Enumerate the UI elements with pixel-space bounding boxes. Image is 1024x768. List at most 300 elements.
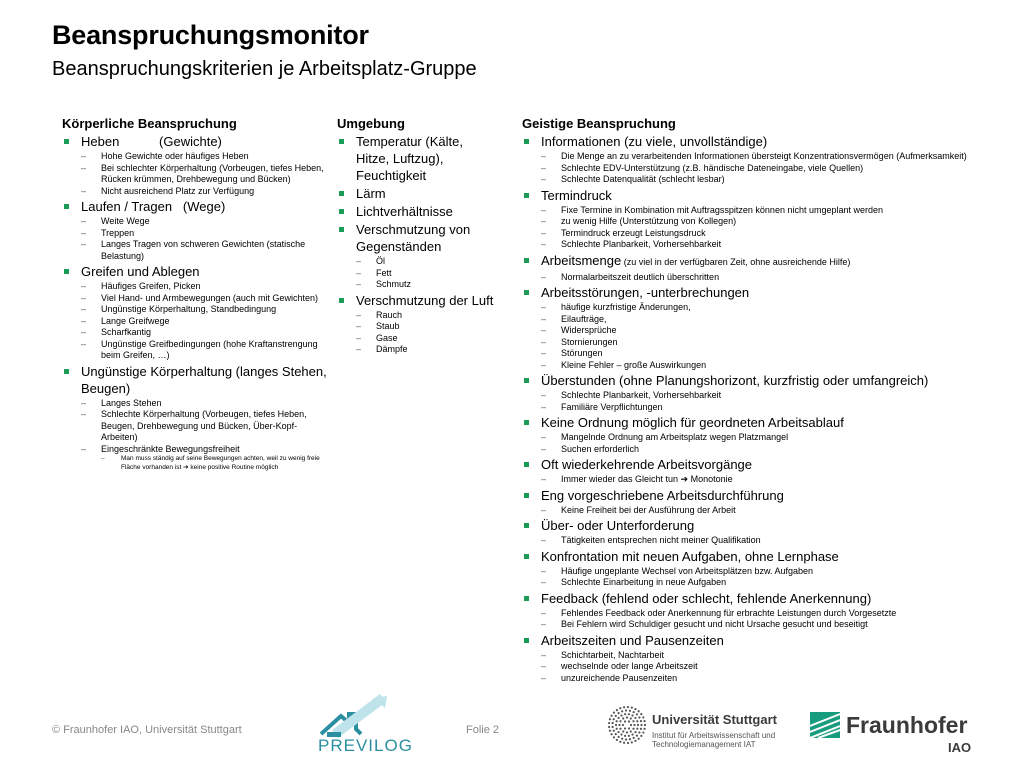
sub-item-text: Schlechte Datenqualität (schlecht lesbar) — [561, 174, 725, 184]
iao-wordmark: IAO — [948, 740, 972, 755]
sub-item-text: Bei schlechter Körperhaltung (Vorbeugen, tiefes Heben, Rücken krümmen, Drehbewegung und Bücken) — [101, 162, 324, 184]
logo-dot — [622, 724, 624, 726]
sub-item — [522, 325, 1022, 337]
logo-dot — [633, 724, 635, 726]
logo-dot — [619, 728, 621, 730]
sub-item-text: Schlechte Körperhaltung (Vorbeugen, tiefes Heben, Beugen, Drehbewegung und Bücken, Über-Kopf-Arbeiten) — [101, 409, 307, 442]
sub-item — [522, 239, 1022, 251]
sub-item — [522, 337, 1022, 349]
logo-dot — [623, 706, 625, 708]
sub-sub-item-text: Man muss ständig auf seine Bewegungen achten, weil zu wenig freie Fläche vorhanden ist ➔ keine positive Routine möglich — [121, 455, 320, 471]
logo-dot — [622, 730, 624, 732]
list-item — [337, 221, 497, 291]
logo-dot — [627, 706, 629, 708]
list-item-label: Temperatur (Kälte, Hitze, Luftzug), Feuchtigkeit — [356, 134, 467, 183]
square-bullet-icon — [524, 493, 529, 498]
list-item — [522, 456, 1022, 486]
logo-dot — [616, 728, 618, 730]
uni-name: Universität Stuttgart — [652, 712, 777, 727]
logo-dot — [626, 731, 628, 733]
page-subtitle: Beanspruchungskriterien je Arbeitsplatz-Gruppe — [52, 58, 477, 80]
logo-dot — [636, 720, 638, 722]
dash-bullet-icon: – — [81, 443, 87, 454]
list-item — [522, 187, 1022, 251]
logo-dot — [625, 709, 627, 711]
logo-dot — [634, 740, 636, 742]
uni-institute — [652, 731, 775, 749]
dash-bullet-icon: – — [541, 577, 547, 587]
logo-dot — [628, 735, 630, 737]
list-item — [522, 133, 1022, 186]
sub-item — [62, 216, 332, 228]
sub-item-text: Viel Hand- und Armbewegungen (auch mit Gewichten) — [101, 292, 318, 303]
list-item — [522, 590, 1022, 631]
list-item-label: Arbeitsstörungen, -unterbrechungen — [541, 285, 750, 300]
sub-item-text: Schlechte Einarbeitung in neue Aufgaben — [561, 577, 727, 587]
dash-bullet-icon: – — [81, 216, 87, 226]
square-bullet-icon — [339, 191, 344, 196]
logo-dot — [618, 724, 620, 726]
list-item-label: Eng vorgeschriebene Arbeitsdurchführung — [541, 487, 784, 503]
dash-bullet-icon: – — [541, 302, 547, 312]
sub-item-text: Rauch — [376, 309, 403, 320]
sub-item — [62, 327, 332, 339]
logo-dot — [612, 722, 614, 724]
sub-item — [522, 673, 1022, 685]
square-bullet-icon — [524, 420, 529, 425]
list-item-label: Ungünstige Körperhaltung (langes Stehen, Beugen) — [81, 363, 331, 396]
list-item-label: Arbeitszeiten und Pausenzeiten — [541, 632, 724, 648]
logo-dot — [620, 733, 622, 735]
uni-institute-line-1: Institut für Arbeitswissenschaft und — [652, 731, 776, 740]
dash-bullet-icon: – — [541, 239, 547, 249]
dash-bullet-icon: – — [541, 174, 547, 184]
sub-item-text: Fett — [376, 267, 392, 278]
sub-item-text: Öl — [376, 256, 385, 266]
list-item — [522, 487, 1022, 517]
dash-bullet-icon: – — [356, 267, 362, 278]
logo-dot — [621, 738, 623, 740]
dash-bullet-icon: – — [541, 348, 547, 358]
logo-dot — [616, 720, 618, 722]
sub-item — [522, 444, 1022, 456]
sub-item — [62, 163, 332, 186]
logo-dot — [625, 738, 627, 740]
dash-bullet-icon: – — [541, 271, 547, 282]
square-bullet-icon — [524, 523, 529, 528]
list-item — [62, 198, 332, 262]
sub-item-text: Normalarbeitszeit deutlich überschritten — [561, 271, 720, 282]
list-item — [62, 363, 332, 473]
sub-item-text: Schlechte Planbarkeit, Vorhersehbarkeit — [561, 390, 722, 400]
sub-item-text: wechselnde oder lange Arbeitszeit — [561, 661, 698, 671]
logo-dot — [638, 716, 640, 718]
list-item-label: Informationen (zu viele, unvollständige) — [541, 134, 768, 149]
list-item-label: Termindruck — [541, 187, 612, 203]
sub-item-text: Häufige ungeplante Wechsel von Arbeitsplätzen bzw. Aufgaben — [561, 565, 814, 576]
logo-dot — [636, 728, 638, 730]
logo-dot — [610, 715, 612, 717]
footer-copyright: © Fraunhofer IAO, Universität Stuttgart — [52, 724, 242, 736]
logo-dot — [638, 710, 640, 712]
dash-bullet-icon: – — [356, 256, 362, 266]
logo-dot — [642, 731, 644, 733]
square-bullet-icon — [339, 139, 344, 144]
dash-bullet-icon: – — [81, 292, 87, 303]
logo-dot — [630, 724, 632, 726]
sub-item-text: Stornierungen — [561, 336, 618, 347]
logo-dot — [628, 713, 630, 715]
dash-bullet-icon: – — [541, 565, 547, 576]
sub-item-text: Keine Freiheit bei der Ausführung der Arbeit — [561, 504, 736, 515]
logo-dot — [619, 741, 621, 743]
dash-bullet-icon: – — [356, 344, 362, 354]
sub-item-text: Eingeschränkte Bewegungsfreiheit — [101, 443, 240, 454]
dash-bullet-icon: – — [541, 607, 547, 618]
logo-dot — [631, 714, 633, 716]
dash-bullet-icon: – — [81, 162, 87, 173]
sub-item — [522, 505, 1022, 517]
logo-dot — [633, 711, 635, 713]
list-item-label: Heben (Gewichte) — [81, 134, 222, 149]
list-item — [337, 133, 497, 184]
logo-dot — [634, 731, 636, 733]
sub-item — [522, 608, 1022, 620]
square-bullet-icon — [524, 193, 529, 198]
dash-bullet-icon: – — [541, 504, 547, 515]
logo-dot — [626, 716, 628, 718]
list-item — [337, 203, 497, 220]
sub-item-text: Fixe Termine in Kombination mit Auftragsspitzen können nicht umgeplant werden — [561, 204, 884, 215]
dash-bullet-icon: – — [81, 338, 87, 349]
logo-dot — [621, 710, 623, 712]
sub-item — [522, 302, 1022, 314]
dash-bullet-icon: – — [356, 309, 362, 320]
logo-dot — [620, 714, 622, 716]
square-bullet-icon — [64, 369, 69, 374]
sub-item — [522, 661, 1022, 673]
previlog-wordmark: PREVILOG — [318, 736, 413, 755]
sub-item — [337, 279, 497, 291]
square-bullet-icon — [524, 596, 529, 601]
page-title: Beanspruchungsmonitor — [52, 20, 369, 50]
sub-item — [522, 650, 1022, 662]
logo-dot — [630, 730, 632, 732]
dash-bullet-icon: – — [541, 661, 547, 671]
sub-item — [522, 432, 1022, 444]
logo-dot — [640, 724, 642, 726]
logo-dot — [612, 726, 614, 728]
sub-item-text: Bei Fehlern wird Schuldiger gesucht und nicht Ursache gesucht und beseitigt — [561, 619, 868, 629]
logo-dot — [644, 724, 646, 726]
list-item-label: Konfrontation mit neuen Aufgaben, ohne Lernphase — [541, 548, 839, 564]
logo-dot — [618, 712, 620, 714]
logo-dot — [642, 716, 644, 718]
sub-sub-item — [62, 455, 332, 472]
sub-item-text: Häufiges Greifen, Picken — [101, 281, 201, 291]
list-item-label: Lärm — [356, 186, 386, 201]
logo-dot — [609, 718, 611, 720]
logo-dot — [643, 728, 645, 730]
column-physical — [62, 116, 332, 472]
dash-bullet-icon: – — [356, 332, 362, 343]
sub-item — [337, 333, 497, 345]
list-item-label: Laufen / Tragen (Wege) — [81, 199, 226, 214]
logo-dot — [632, 728, 634, 730]
dash-bullet-icon: – — [81, 397, 87, 408]
square-bullet-icon — [524, 378, 529, 383]
sub-item-text: Familiäre Verpflichtungen — [561, 401, 663, 412]
list-item — [522, 517, 1022, 547]
fraunhofer-wordmark: Fraunhofer — [846, 712, 968, 738]
slide-number: Folie 2 — [466, 724, 500, 736]
sub-item-text: Die Menge an zu verarbeitenden Informationen übersteigt Konzentrationsvermögen (Aufmerksamkeit) — [561, 151, 967, 161]
square-bullet-icon — [64, 269, 69, 274]
logo-dot — [624, 713, 626, 715]
sub-item — [522, 205, 1022, 217]
list-item — [522, 372, 1022, 413]
sub-item-text: Mangelnde Ordnung am Arbeitsplatz wegen Platzmangel — [561, 432, 789, 442]
sub-item — [62, 444, 332, 456]
dash-bullet-icon: – — [541, 649, 547, 660]
dash-bullet-icon: – — [356, 279, 362, 289]
sub-item — [62, 316, 332, 328]
list-item — [62, 133, 332, 197]
dash-bullet-icon: – — [541, 325, 547, 335]
dash-bullet-icon: – — [541, 313, 547, 324]
square-bullet-icon — [524, 554, 529, 559]
column-heading: Geistige Beanspruchung — [522, 116, 676, 131]
sub-item-text: Lange Greifwege — [101, 315, 170, 326]
sub-item — [522, 566, 1022, 578]
logo-dot — [615, 724, 617, 726]
logo-dot — [640, 720, 642, 722]
logo-dot — [624, 727, 626, 729]
sub-item — [62, 293, 332, 305]
logo-dot — [608, 726, 610, 728]
dash-bullet-icon: – — [81, 327, 87, 337]
sub-item-text: Termindruck erzeugt Leistungsdruck — [561, 227, 706, 238]
logo-dot — [608, 722, 610, 724]
sub-item-text: Eilaufträge, — [561, 313, 607, 324]
sub-item — [62, 281, 332, 293]
dash-bullet-icon: – — [541, 535, 547, 545]
list-item — [62, 263, 332, 362]
list-item — [337, 292, 497, 356]
logo-dot — [631, 733, 633, 735]
sub-item-text: Nicht ausreichend Platz zur Verfügung — [101, 185, 255, 196]
sub-item-text: Gase — [376, 332, 398, 343]
list-item-note: (zu viel in der verfügbaren Zeit, ohne ausreichende Hilfe) — [621, 256, 851, 267]
dash-bullet-icon: – — [81, 151, 87, 161]
dash-bullet-icon: – — [541, 204, 547, 215]
column-heading: Körperliche Beanspruchung — [62, 116, 237, 131]
logo-dot — [630, 717, 632, 719]
sub-item — [522, 360, 1022, 372]
sub-item — [62, 228, 332, 240]
logo-dot — [640, 713, 642, 715]
sub-item — [522, 619, 1022, 631]
column-heading: Umgebung — [337, 116, 405, 131]
column-mental — [522, 116, 1022, 684]
sub-item — [337, 268, 497, 280]
sub-item-text: Fehlendes Feedback oder Anerkennung für erbrachte Leistungen durch Vorgesetzte — [561, 607, 897, 618]
sub-item-text: Weite Wege — [101, 216, 150, 226]
sub-item — [62, 398, 332, 410]
dash-bullet-icon: – — [541, 474, 547, 484]
dash-bullet-icon: – — [81, 239, 87, 249]
list-item-label: Arbeitsmenge — [541, 252, 622, 268]
list-item-label: Überstunden (ohne Planungshorizont, kurzfristig oder umfangreich) — [541, 373, 929, 388]
logo-dot — [623, 742, 625, 744]
list-item-label: Über- oder Unterforderung — [541, 518, 695, 533]
sub-item-text: Ungünstige Greifbedingungen (hohe Kraftanstrengung beim Greifen, …) — [101, 338, 318, 360]
sub-item — [522, 390, 1022, 402]
sub-item — [522, 216, 1022, 228]
dash-bullet-icon: – — [101, 455, 105, 462]
list-item-label: Lichtverhältnisse — [356, 204, 453, 219]
list-item-label: Verschmutzung der Luft — [356, 292, 494, 308]
logo-dot — [622, 717, 624, 719]
sub-item — [522, 577, 1022, 589]
logo-dot — [628, 720, 630, 722]
logo-dot — [613, 730, 615, 732]
sub-item — [337, 310, 497, 322]
sub-item-text: Störungen — [561, 348, 603, 358]
logo-dot — [613, 718, 615, 720]
logo-dot — [636, 734, 638, 736]
dash-bullet-icon: – — [81, 409, 87, 419]
dash-bullet-icon: – — [356, 321, 362, 331]
logo-dot — [609, 730, 611, 732]
sub-item-text: Treppen — [101, 227, 135, 238]
sub-item-text: Schlechte EDV-Unterstützung (z.B. händische Dateneingabe, viele Quellen) — [561, 162, 864, 173]
list-item-label: Feedback (fehlend oder schlecht, fehlende Anerkennung) — [541, 590, 872, 606]
dash-bullet-icon: – — [541, 359, 547, 370]
sub-item — [62, 339, 332, 362]
sub-item-text: Tätigkeiten entsprechen nicht meiner Qualifikation — [561, 535, 761, 545]
sub-item — [62, 239, 332, 262]
sub-item-text: Schlechte Planbarkeit, Vorhersehbarkeit — [561, 239, 722, 249]
sub-item — [522, 474, 1022, 486]
sub-item — [62, 186, 332, 198]
sub-item — [337, 321, 497, 333]
sub-item-text: Widersprüche — [561, 325, 617, 335]
dash-bullet-icon: – — [81, 185, 87, 196]
logo-dot — [624, 735, 626, 737]
square-bullet-icon — [524, 290, 529, 295]
sub-item-text: Hohe Gewichte oder häufiges Heben — [101, 151, 249, 161]
logo-dot — [632, 720, 634, 722]
sub-item — [337, 256, 497, 268]
square-bullet-icon — [339, 298, 344, 303]
logo-dot — [627, 742, 629, 744]
logo-dot — [613, 712, 615, 714]
logo-dot — [640, 728, 642, 730]
list-item-label: Greifen und Ablegen — [81, 264, 200, 279]
sub-item — [337, 344, 497, 356]
logo-dot — [616, 739, 618, 741]
logo-dot — [633, 737, 635, 739]
logo-dot — [617, 731, 619, 733]
square-bullet-icon — [64, 204, 69, 209]
logo-dot — [619, 720, 621, 722]
logo-dot — [634, 717, 636, 719]
square-bullet-icon — [339, 227, 344, 232]
sub-item-text: Scharfkantig — [101, 327, 152, 337]
logo-dot — [619, 707, 621, 709]
square-bullet-icon — [524, 638, 529, 643]
sub-item-text: Staub — [376, 321, 400, 331]
sub-item — [522, 174, 1022, 186]
sub-item-text: Kleine Fehler – große Auswirkungen — [561, 359, 707, 370]
dash-bullet-icon: – — [81, 315, 87, 326]
sub-item — [522, 348, 1022, 360]
logo-dot — [613, 736, 615, 738]
logo-dot — [640, 735, 642, 737]
logo-dot — [631, 707, 633, 709]
sub-item-text: Langes Tragen von schweren Gewichten (statische Belastung) — [101, 239, 306, 261]
dash-bullet-icon: – — [541, 336, 547, 347]
square-bullet-icon — [524, 139, 529, 144]
column-environment — [337, 116, 497, 356]
sub-item — [522, 402, 1022, 414]
uni-institute-line-2: Technologiemanagement IAT — [652, 740, 756, 749]
uni-stuttgart-logo-icon — [607, 705, 647, 745]
sub-item-text: Ungünstige Körperhaltung, Standbedingung — [101, 304, 277, 314]
sub-item — [522, 314, 1022, 326]
logo-dot — [624, 720, 626, 722]
sub-item — [522, 272, 1022, 284]
fraunhofer-logo-icon — [810, 712, 840, 738]
logo-dot — [638, 738, 640, 740]
sub-item — [62, 151, 332, 163]
list-item-label: Oft wiederkehrende Arbeitsvorgänge — [541, 457, 753, 472]
logo-dot — [629, 738, 631, 740]
dash-bullet-icon: – — [81, 304, 87, 314]
dash-bullet-icon: – — [81, 227, 87, 238]
dash-bullet-icon: – — [81, 281, 87, 291]
dash-bullet-icon: – — [541, 619, 547, 629]
square-bullet-icon — [524, 258, 529, 263]
sub-item-text: Langes Stehen — [101, 397, 162, 408]
sub-item-text: unzureichende Pausenzeiten — [561, 672, 678, 683]
logo-dot — [616, 709, 618, 711]
list-item — [522, 632, 1022, 685]
sub-item — [522, 163, 1022, 175]
sub-item — [522, 535, 1022, 547]
list-item — [522, 548, 1022, 589]
dash-bullet-icon: – — [541, 162, 547, 173]
dash-bullet-icon: – — [541, 401, 547, 412]
sub-item — [522, 228, 1022, 240]
square-bullet-icon — [64, 139, 69, 144]
logo-dot — [637, 724, 639, 726]
list-item-label: Verschmutzung von Gegenständen — [356, 222, 474, 254]
dash-bullet-icon: – — [541, 443, 547, 454]
logo-dot — [617, 717, 619, 719]
logo-dot — [618, 736, 620, 738]
logo-dot — [638, 731, 640, 733]
logo-dot — [643, 720, 645, 722]
dash-bullet-icon: – — [541, 216, 547, 226]
list-item-label: Keine Ordnung möglich für geordneten Arbeitsablauf — [541, 415, 844, 430]
logo-dot — [636, 713, 638, 715]
list-item — [337, 185, 497, 202]
dash-bullet-icon: – — [541, 227, 547, 238]
list-item — [522, 414, 1022, 455]
list-item — [522, 284, 1022, 371]
